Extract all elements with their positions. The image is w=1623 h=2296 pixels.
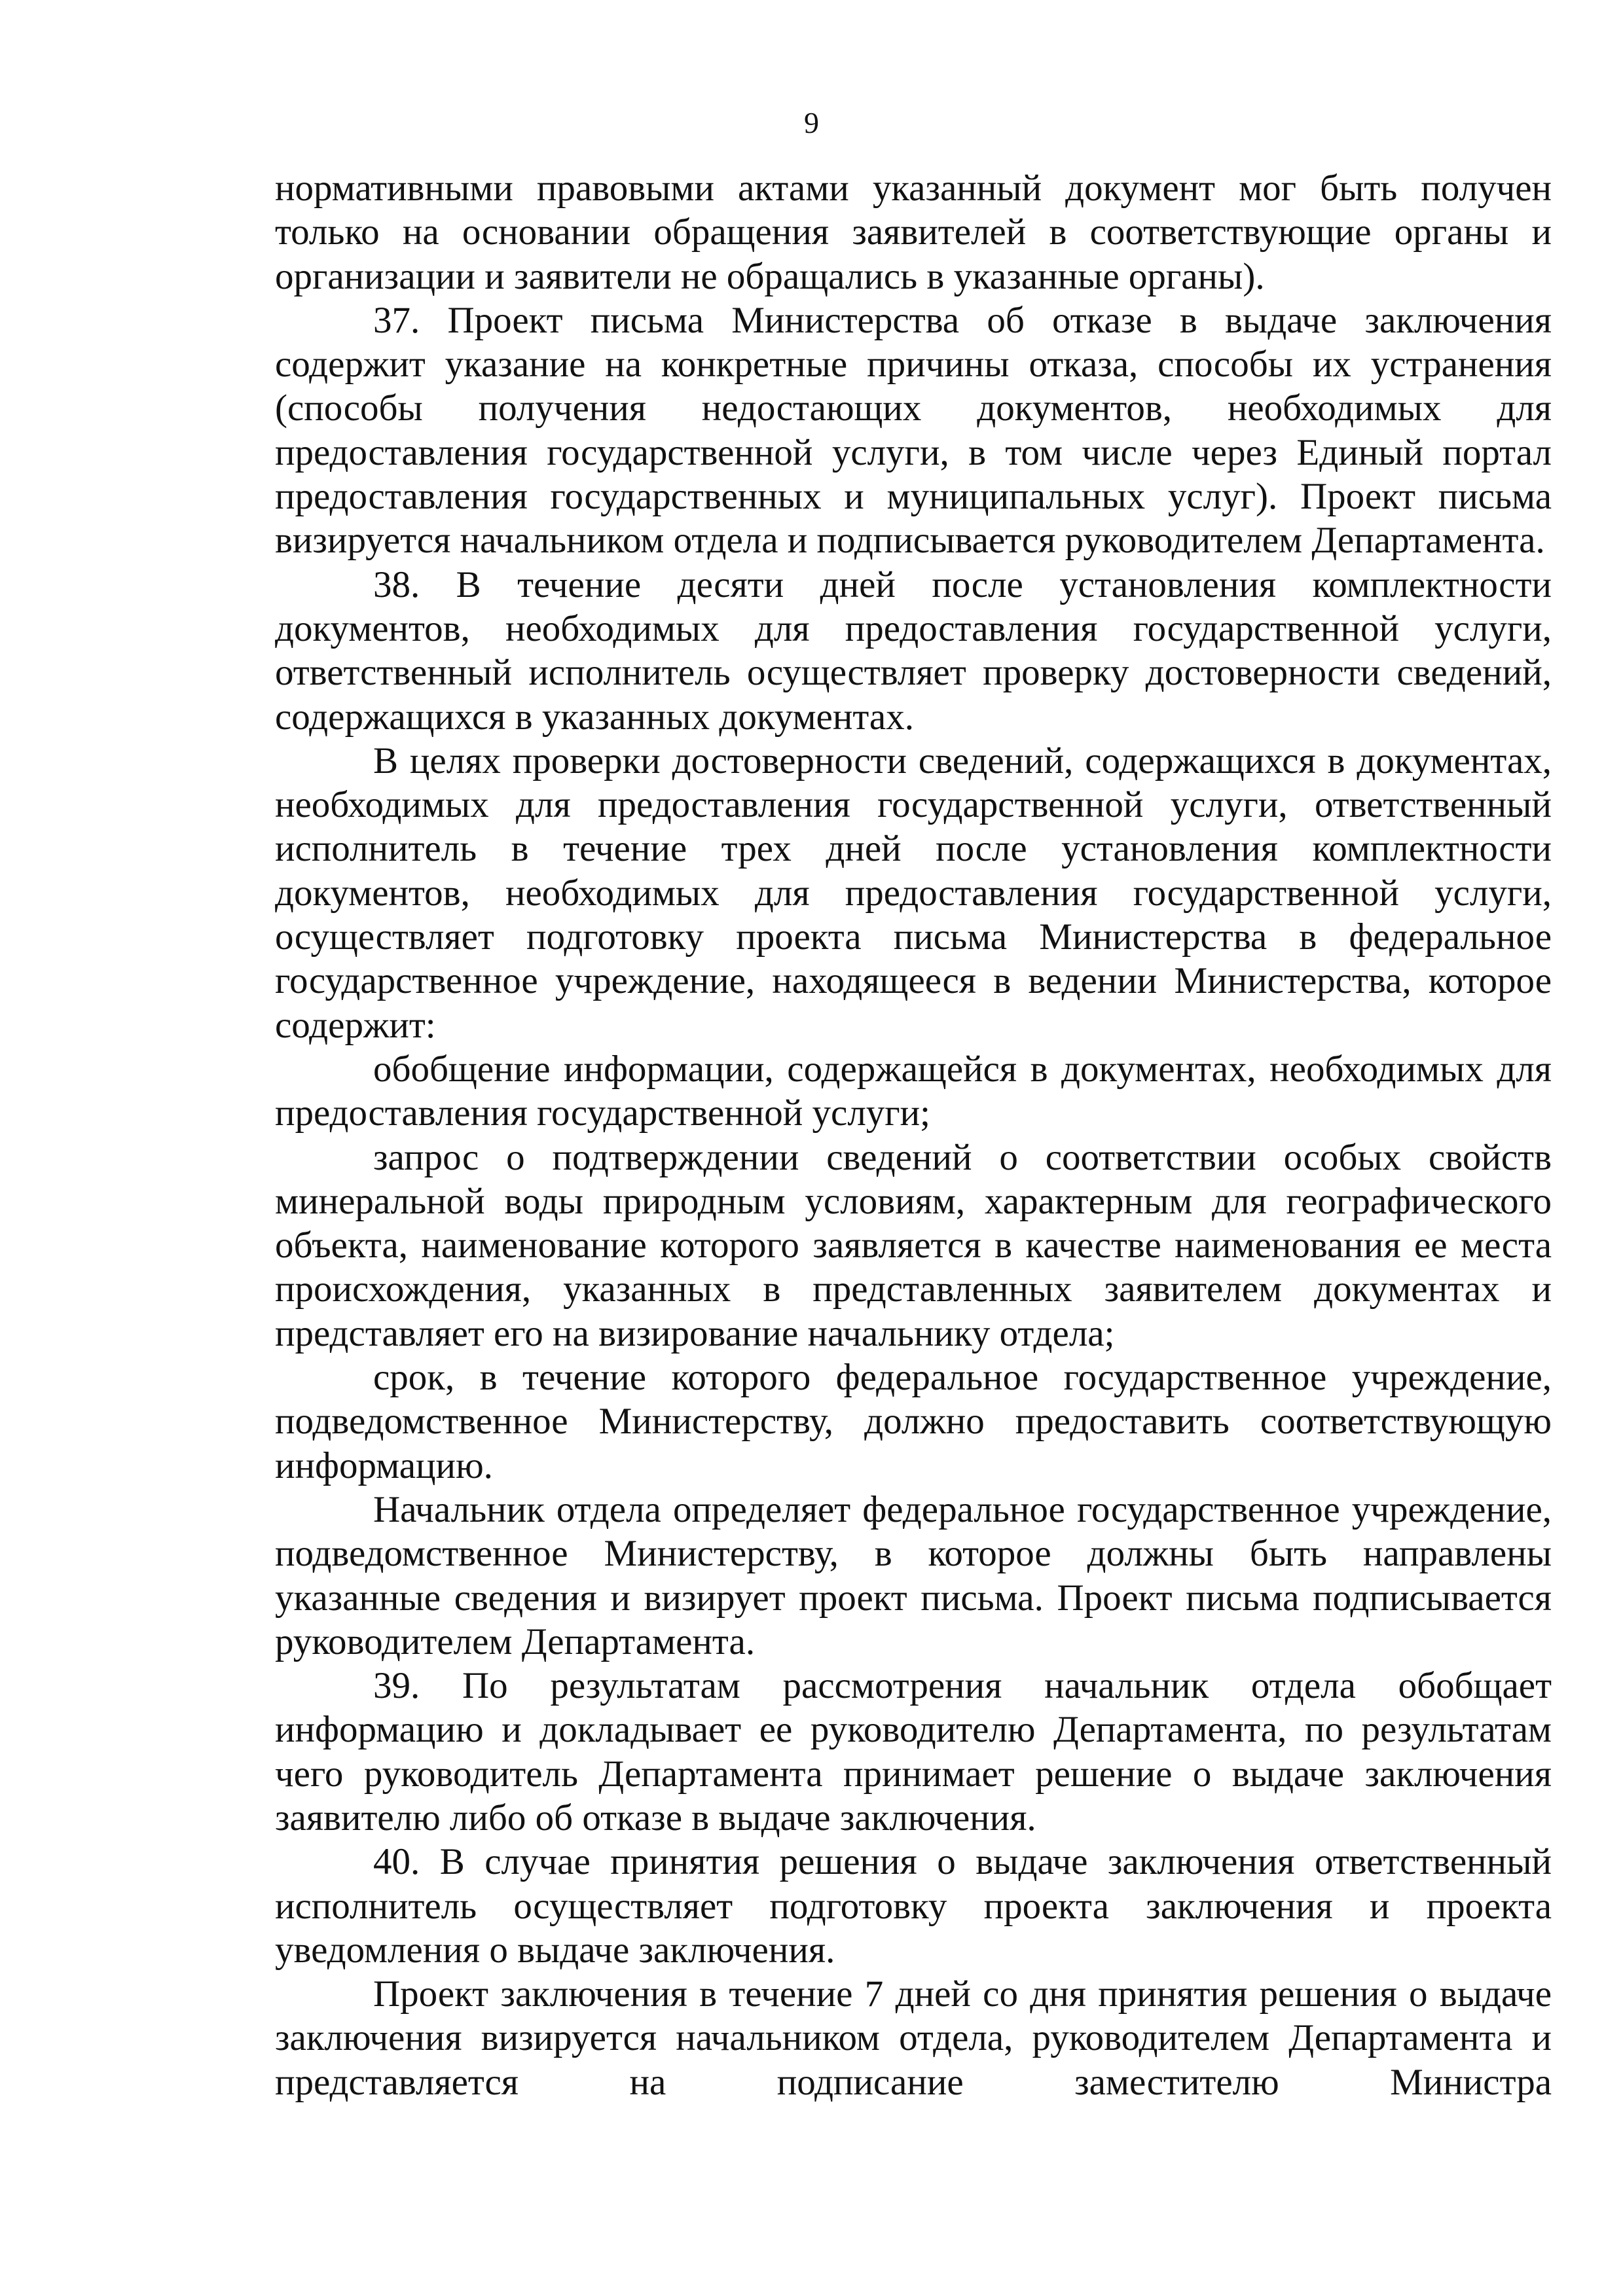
paragraph-40: 40. В случае принятия решения о выдаче заключения ответственный исполнитель осуществляет подготовку проекта заключения и проекта уведомления о выдаче заключения. — [275, 1841, 1552, 1971]
paragraph-38-term-item: срок, в течение которого федеральное государственное учреждение, подведомственное Министерству, должно предоставить соответствующую информацию. — [275, 1357, 1552, 1486]
paragraph-40-project: Проект заключения в течение 7 дней со дня принятия решения о выдаче заключения визируется начальником отдела, руководителем Департамента и представляется на подписание заместителю Министра — [275, 1973, 1552, 2103]
paragraph-38-summary-item: обобщение информации, содержащейся в документах, необходимых для предоставления государственной услуги; — [275, 1048, 1552, 1134]
paragraph-37: 37. Проект письма Министерства об отказе в выдаче заключения содержит указание на конкретные причины отказа, способы их устранения (способы получения недостающих документов, необходимых для предоставления государственной услуги, в том числе через Единый портал предоставления государственных и муниципальных услуг). Проект письма визируется начальником отдела и подписывается руководителем Департамента. — [275, 299, 1552, 562]
paragraph-38-head-of-department: Начальник отдела определяет федеральное государственное учреждение, подведомственное Министерству, в которое должны быть направлены указанные сведения и визирует проект письма. Проект письма подписывается руководителем Департамента. — [275, 1488, 1552, 1662]
document-body — [275, 166, 1552, 2104]
paragraph-38-verification: В целях проверки достоверности сведений, содержащихся в документах, необходимых для предоставления государственной услуги, ответственный исполнитель в течение трех дней после установления комплектности документов, необходимых для предоставления государственной услуги, осуществляет подготовку проекта письма Министерства в федеральное государственное учреждение, находящееся в ведении Министерства, которое содержит: — [275, 740, 1552, 1046]
paragraph-continuation: нормативными правовыми актами указанный документ мог быть получен только на основании обращения заявителей в соответствующие органы и организации и заявители не обращались в указанные органы). — [275, 168, 1552, 297]
paragraph-38-request-item: запрос о подтверждении сведений о соответствии особых свойств минеральной воды природным условиям, характерным для географического объекта, наименование которого заявляется в качестве наименования ее места происхождения, указанных в представленных заявителем документах и представляет его на визирование начальнику отдела; — [275, 1136, 1552, 1354]
paragraph-38: 38. В течение десяти дней после установления комплектности документов, необходимых для предоставления государственной услуги, ответственный исполнитель осуществляет проверку достоверности сведений, содержащихся в указанных документах. — [275, 564, 1552, 738]
paragraph-39: 39. По результатам рассмотрения начальник отдела обобщает информацию и докладывает ее руководителю Департамента, по результатам чего руководитель Департамента принимает решение о выдаче заключения заявителю либо об отказе в выдаче заключения. — [275, 1665, 1552, 1839]
page-number: 9 — [804, 106, 819, 139]
